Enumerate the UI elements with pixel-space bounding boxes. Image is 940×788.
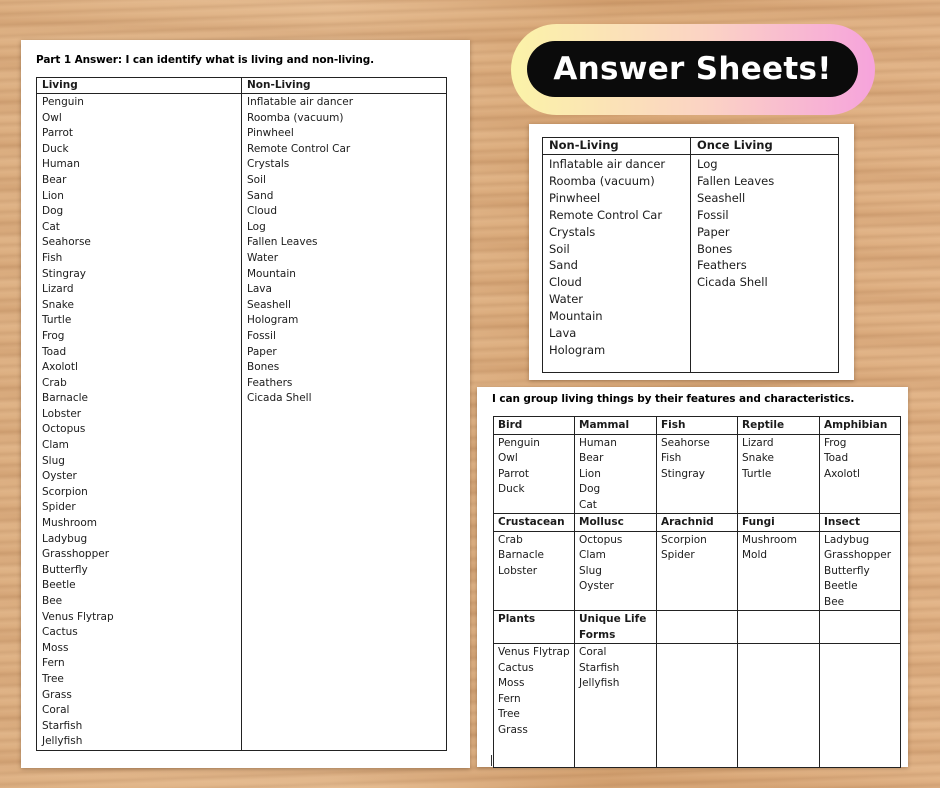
list-item: Mushroom [42,517,98,530]
list-item: Owl [42,111,62,124]
list-item: Dog [42,205,64,218]
list-item: Grass [42,688,72,701]
list-item: Log [697,157,718,171]
list-item: Axolotl [42,361,78,374]
list-item: Crystals [247,158,290,171]
group-header-bird: Bird [494,417,575,435]
list-item: Clam [42,439,69,452]
group-header-reptile: Reptile [738,417,820,435]
list-item: Hologram [247,314,299,327]
group-members-row [494,531,901,611]
list-item: Mountain [247,267,296,280]
insect-members: Ladybug Grasshopper Butterfly Beetle Bee [820,531,901,611]
list-item: Hologram [549,342,606,357]
list-item: Bones [247,361,280,374]
text-cursor [491,755,492,766]
sheet1-heading: Part 1 Answer: I can identify what is living and non-living. [36,54,375,66]
group-header-empty [657,611,738,644]
non-living-list-cell [242,94,447,751]
living-nonliving-table [36,77,447,751]
group-header-plants: Plants [494,611,575,644]
mollusc-members: Octopus Clam Slug Oyster [575,531,657,611]
list-item: Sand [247,189,274,202]
mammal-members: Human Bear Lion Dog Cat [575,434,657,514]
group-header-mammal: Mammal [575,417,657,435]
fungi-members: Mushroom Mold [738,531,820,611]
list-item: Pinwheel [247,127,294,140]
list-item: Pinwheel [549,190,601,205]
list-item: Soil [549,241,570,256]
amphibian-members: Frog Toad Axolotl [820,434,901,514]
list-item: Cloud [549,275,582,290]
list-item: Parrot [42,127,74,140]
list-item: Stingray [42,267,86,280]
once-living-column-header: Once Living [691,138,839,155]
list-item: Cicada Shell [247,392,312,405]
group-header-unique-life-forms: Unique Life Forms [575,611,657,644]
non-living-column-header: Non-Living [242,78,447,94]
list-item: Fallen Leaves [247,236,318,249]
empty-cell [738,644,820,768]
group-header-insect: Insect [820,514,901,532]
list-item: Water [549,292,583,307]
list-item: Crab [42,376,67,389]
list-item: Seashell [247,298,291,311]
list-item: Cat [42,220,60,233]
list-item: Water [247,251,279,264]
group-header-fungi: Fungi [738,514,820,532]
list-item: Butterfly [42,563,88,576]
list-item: Jellyfish [42,735,83,748]
fish-members: Seahorse Fish Stingray [657,434,738,514]
nonliving-onceliving-table [542,137,839,373]
list-item: Paper [697,224,730,239]
group-header-empty [820,611,901,644]
list-item: Roomba (vacuum) [549,173,655,188]
nonliving-onceliving-answer-sheet [529,124,854,380]
empty-cell [820,644,901,768]
group-header-arachnid: Arachnid [657,514,738,532]
list-item: Paper [247,345,277,358]
non-living-list-cell [543,155,691,373]
list-item: Log [247,220,266,233]
classification-table [493,416,901,768]
classification-answer-sheet [477,387,908,767]
living-nonliving-answer-sheet [21,40,470,768]
table-header-row [543,138,839,155]
reptile-members: Lizard Snake Turtle [738,434,820,514]
list-item: Inflatable air dancer [247,96,354,108]
list-item: Seahorse [42,236,91,249]
list-item: Octopus [42,423,86,436]
list-item: Toad [42,345,67,358]
list-item: Inflatable air dancer [549,157,666,171]
list-item: Ladybug [42,532,88,545]
sheet3-heading: I can group living things by their features and characteristics. [492,393,855,405]
list-item: Starfish [42,719,83,732]
group-header-mollusc: Mollusc [575,514,657,532]
banner-title: Answer Sheets! [527,41,858,97]
list-item: Feathers [247,376,293,389]
group-header-amphibian: Amphibian [820,417,901,435]
list-item: Barnacle [42,392,89,405]
list-item: Lion [42,189,64,202]
list-item: Lobster [42,407,82,420]
table-row [37,94,447,751]
once-living-list-cell [691,155,839,373]
list-item: Roomba (vacuum) [247,111,344,124]
bird-members: Penguin Owl Parrot Duck [494,434,575,514]
list-item: Remote Control Car [549,207,663,222]
list-item: Sand [549,258,578,273]
plants-members: Venus Flytrap Cactus Moss Fern Tree Grass [494,644,575,768]
non-living-column-header: Non-Living [543,138,691,155]
list-item: Feathers [697,258,747,273]
list-item: Bones [697,241,733,256]
table-header-row [37,78,447,94]
group-header-row [494,514,901,532]
group-header-empty [738,611,820,644]
crustacean-members: Crab Barnacle Lobster [494,531,575,611]
group-members-row [494,644,901,768]
list-item: Scorpion [42,485,88,498]
list-item: Fish [42,251,63,264]
living-list-cell [37,94,242,751]
list-item: Human [42,158,80,171]
group-members-row [494,434,901,514]
list-item: Cactus [42,626,78,639]
list-item: Fossil [247,329,276,342]
list-item: Slug [42,454,65,467]
list-item: Penguin [42,96,84,108]
empty-cell [657,644,738,768]
list-item: Venus Flytrap [42,610,114,623]
list-item: Lava [247,283,272,296]
group-header-fish: Fish [657,417,738,435]
list-item: Duck [42,142,69,155]
list-item: Cicada Shell [697,275,768,290]
list-item: Frog [42,329,65,342]
group-header-row [494,611,901,644]
list-item: Tree [42,672,64,685]
list-item: Fallen Leaves [697,173,775,188]
list-item: Bee [42,595,63,607]
list-item: Seashell [697,190,746,205]
list-item: Cloud [247,205,277,218]
list-item: Coral [42,704,70,717]
list-item: Soil [247,173,266,186]
title-banner [511,24,875,115]
list-item: Crystals [549,224,596,239]
list-item: Beetle [42,579,76,592]
list-item: Oyster [42,470,77,483]
unique-life-forms-members: Coral Starfish Jellyfish [575,644,657,768]
list-item: Lizard [42,283,74,296]
list-item: Lava [549,326,577,341]
list-item: Grasshopper [42,548,110,561]
list-item: Remote Control Car [247,142,351,155]
list-item: Turtle [42,314,72,327]
list-item: Mountain [549,309,603,324]
list-item: Spider [42,501,76,514]
list-item: Snake [42,298,74,311]
living-column-header: Living [37,78,242,94]
table-row [543,155,839,373]
list-item: Fern [42,657,65,670]
arachnid-members: Scorpion Spider [657,531,738,611]
group-header-row [494,417,901,435]
list-item: Moss [42,641,69,654]
list-item: Fossil [697,207,729,222]
group-header-crustacean: Crustacean [494,514,575,532]
list-item: Bear [42,173,67,186]
